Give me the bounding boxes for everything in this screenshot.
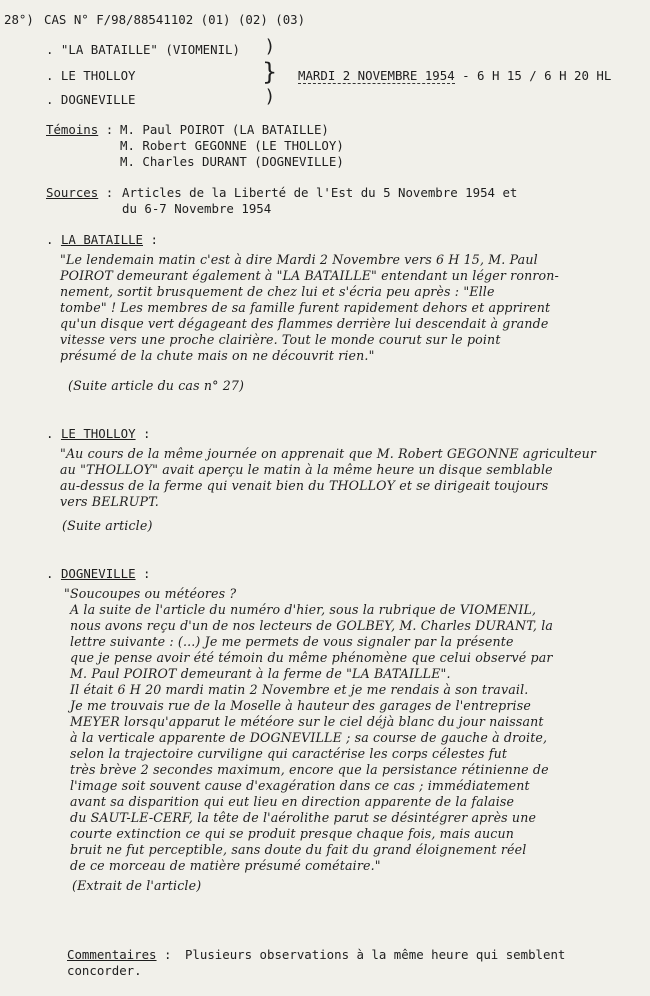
section-separator: : bbox=[143, 566, 151, 581]
dogneville-line-11: selon la trajectoire curviligne qui caractérise les corps célestes fut bbox=[70, 746, 508, 761]
section-separator: : bbox=[150, 232, 158, 247]
dogneville-line-14: avant sa disparition qui eut lieu en direction apparente de la falaise bbox=[70, 794, 515, 809]
dogneville-line-4: lettre suivante : (...) Je me permets de vous signaler par la présente bbox=[70, 634, 514, 649]
witness-3: M. Charles DURANT (DOGNEVILLE) bbox=[120, 154, 344, 169]
section-heading-le-tholloy bbox=[46, 426, 150, 441]
witnesses-label: Témoins bbox=[46, 122, 99, 137]
dogneville-line-16: courte extinction ce qui se produit presque chaque fois, mais aucun bbox=[70, 826, 514, 841]
dogneville-line-18: de ce morceau de matière présumé cométaire." bbox=[70, 858, 381, 873]
dogneville-line-17: bruit ne fut perceptible, sans doute du fait du grand éloignement réel bbox=[70, 842, 527, 857]
brace-middle: } bbox=[262, 58, 278, 86]
la-bataille-line-6: vitesse vers une proche clairière. Tout le monde courut sur le point bbox=[60, 332, 501, 347]
section-heading-dogneville bbox=[46, 566, 150, 581]
dogneville-line-15: du SAUT-LE-CERF, la tête de l'aérolithe parut se désintégrer après une bbox=[70, 810, 537, 825]
comment-text: Plusieurs observations à la même heure qui semblent bbox=[184, 947, 566, 962]
observation-date: MARDI 2 NOVEMBRE 1954 bbox=[298, 68, 455, 83]
dogneville-line-13: l'image soit souvent cause d'exagération dans ce cas ; immédiatement bbox=[70, 778, 530, 793]
la-bataille-line-1: "Le lendemain matin c'est à dire Mardi 2 Novembre vers 6 H 15, M. Paul bbox=[60, 252, 538, 267]
witness-2: M. Robert GEGONNE (LE THOLLOY) bbox=[120, 138, 344, 153]
bullet: . bbox=[46, 426, 54, 441]
section-heading-la-bataille bbox=[46, 232, 158, 247]
section-title: DOGNEVILLE bbox=[60, 566, 136, 581]
witness-1: M. Paul POIROT (LA BATAILLE) bbox=[120, 122, 329, 137]
case-number: 28°) bbox=[4, 12, 34, 27]
section-title: LE THOLLOY bbox=[60, 426, 136, 441]
witnesses-separator: : bbox=[105, 122, 114, 137]
le-tholloy-line-1: "Au cours de la même journée on apprenait que M. Robert GEGONNE agriculteur bbox=[60, 446, 597, 461]
sources-line-1: Articles de la Liberté de l'Est du 5 Novembre 1954 et bbox=[122, 185, 518, 200]
place-le-tholloy: . LE THOLLOY bbox=[46, 68, 136, 83]
dogneville-line-5: que je pense avoir été témoin du même phénomène que celui observé par bbox=[70, 650, 553, 665]
la-bataille-line-5: qu'un disque vert dégageant des flammes derrière lui descendait à grande bbox=[60, 316, 549, 331]
dogneville-line-12: très brève 2 secondes maximum, encore que la persistance rétinienne de bbox=[70, 762, 549, 777]
place-dogneville: . DOGNEVILLE bbox=[46, 92, 136, 107]
le-tholloy-line-3: au-dessus de la ferme qui venait bien du THOLLOY et se dirigeait toujours bbox=[60, 478, 549, 493]
comment-block bbox=[67, 947, 627, 978]
dogneville-line-7: Il était 6 H 20 mardi matin 2 Novembre et je me rendais à son travail. bbox=[70, 682, 529, 697]
dogneville-line-2: A la suite de l'article du numéro d'hier, sous la rubrique de VIOMENIL, bbox=[70, 602, 537, 617]
observation-time: - 6 H 15 / 6 H 20 HL bbox=[462, 68, 612, 83]
section-separator: : bbox=[143, 426, 151, 441]
dogneville-line-1: "Soucoupes ou météores ? bbox=[64, 586, 237, 601]
la-bataille-line-3: nement, sortit brusquement de chez lui et s'écria peu après : "Elle bbox=[60, 284, 495, 299]
la-bataille-line-4: tombe" ! Les membres de sa famille furent rapidement dehors et apprirent bbox=[60, 300, 551, 315]
dogneville-line-6: M. Paul POIROT demeurant à la ferme de "LA BATAILLE". bbox=[70, 666, 451, 681]
dogneville-line-3: nous avons reçu d'un de nos lecteurs de GOLBEY, M. Charles DURANT, la bbox=[70, 618, 554, 633]
dogneville-line-8: Je me trouvais rue de la Moselle à hauteur des garages de l'entreprise bbox=[70, 698, 531, 713]
le-tholloy-note: (Suite article) bbox=[62, 518, 153, 533]
sources-heading bbox=[46, 185, 113, 200]
sources-line-2: du 6-7 Novembre 1954 bbox=[122, 201, 272, 216]
le-tholloy-line-2: au "THOLLOY" avait aperçu le matin à la même heure un disque semblable bbox=[60, 462, 553, 477]
place-la-bataille: . "LA BATAILLE" (VIOMENIL) bbox=[46, 42, 240, 57]
dogneville-line-9: MEYER lorsqu'apparut le météore sur le ciel déjà blanc du jour naissant bbox=[70, 714, 544, 729]
brace-bottom: ) bbox=[266, 86, 274, 107]
brace-top: ) bbox=[266, 36, 274, 57]
case-reference: CAS N° F/98/88541102 (01) (02) (03) bbox=[44, 12, 306, 27]
section-title: LA BATAILLE bbox=[60, 232, 143, 247]
la-bataille-note: (Suite article du cas n° 27) bbox=[68, 378, 245, 393]
date-time-line bbox=[298, 68, 611, 83]
le-tholloy-line-4: vers BELRUPT. bbox=[60, 494, 159, 509]
bullet: . bbox=[46, 232, 54, 247]
dogneville-line-10: à la verticale apparente de DOGNEVILLE ; sa course de gauche à droite, bbox=[70, 730, 548, 745]
la-bataille-line-7: présumé de la chute mais on ne découvrit rien." bbox=[60, 348, 375, 363]
bullet: . bbox=[46, 566, 54, 581]
comment-separator: : bbox=[164, 947, 172, 962]
sources-label: Sources bbox=[46, 185, 99, 200]
witnesses-heading bbox=[46, 122, 113, 137]
la-bataille-line-2: POIROT demeurant également à "LA BATAILLE" entendant un léger ronron- bbox=[60, 268, 559, 283]
sources-separator: : bbox=[105, 185, 114, 200]
comment-text-continued: concorder. bbox=[67, 963, 142, 978]
dogneville-note: (Extrait de l'article) bbox=[72, 878, 202, 893]
comment-label: Commentaires bbox=[67, 947, 157, 962]
